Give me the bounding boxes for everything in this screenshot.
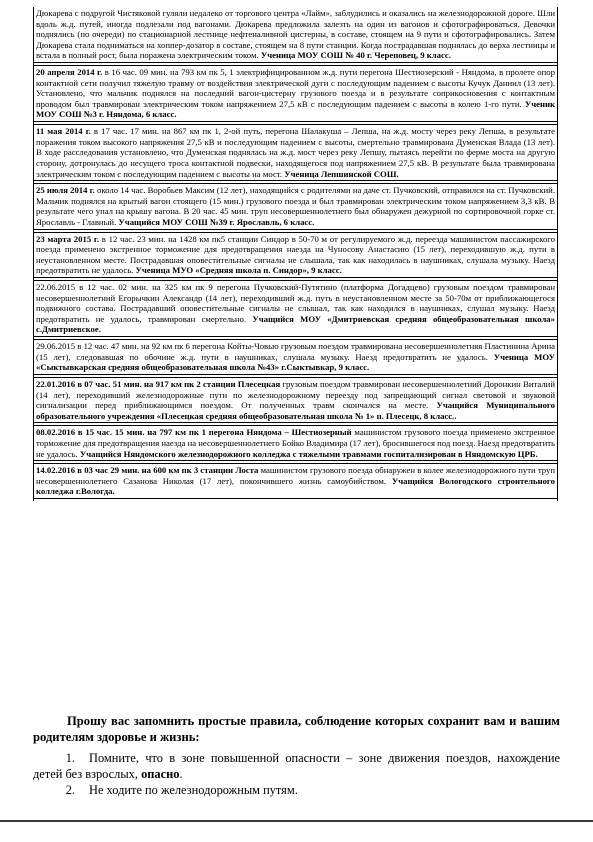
incident-row <box>34 7 557 63</box>
rule-tail: . <box>179 767 183 782</box>
incident-row <box>34 65 557 122</box>
rule-number: 1. <box>65 751 75 765</box>
safety-rule <box>33 750 560 782</box>
incident-table <box>33 7 558 501</box>
incident-description: в 12 час. 23 мин. на 1428 км пк5 станции Синдор в 50-70 м от регулируемого ж.д. переезда машинистом пассажирского поезда применено экстренное торможение для предотвращения наезда на Чуносову Анастасию (15 лет), переходившую ж.д. пути в неустановленном месте. Пострадавшая оповестительные сигналы не слышала, так как находилась в наушниках, слушала музыку. Наезд предотвратить не удалось. <box>36 233 555 276</box>
rule-text: Помните, что в зоне повышенной опасности – зоне движения поездов, нахождение детей без взрослых, <box>33 751 560 782</box>
incident-school: Учащийся МОУ «Дмитриевская средняя общеобразовательная школа» с.Дмитриевское. <box>36 313 555 335</box>
incident-row <box>34 377 557 423</box>
incident-description: в 17 час. 17 мин. на 867 км пк 1, 2-ой путь, перегона Шалакуша – Лепша, на ж.д. мосту через реку Лепша, в результате поражения током высокого напряжения 27,5 кВ и последующим падением с высоты, смертельно травмирована Думенская Влада (13 лет). В ходе расследования установлено, что Думенская поднялась на ж.д. мост через реку Лепшу, пытаясь перейти по ферме моста на другую сторону, дотронулась до несущего троса контактной подвески, находящегося под напряжением 27,5 кВ. В результате была травмирована электрическим током с последующим падением с высоты на мост. <box>36 126 555 179</box>
incident-row <box>34 339 557 375</box>
rule-emphasis: опасно <box>141 767 180 782</box>
incident-row <box>34 124 557 181</box>
incident-school: Учащийся Вологодского строительного колледжа г.Вологда. <box>36 475 555 497</box>
incident-school: Ученик МОУ СОШ №3 г. Няндома, 6 класс. <box>36 98 555 120</box>
incident-school: Ученица МУО «Средняя школа п. Синдор», 9 класс. <box>135 265 342 276</box>
incident-row <box>34 280 557 337</box>
incident-school: Учащийся Няндомского железнодорожного колледжа с тяжелыми травмами госпитализирован в Няндомскую ЦРБ. <box>79 448 538 459</box>
incident-description: около 14 час. Воробьев Максим (12 лет), находящийся с родителями на даче ст. Пучковский, отправился на ст. Пучковский. Мальчик поднялся на крытый вагон стоящего (15 мин.) грузового поезда и был травмирован электрическим током напряжением 3,3 кВ. В результате чего упал на крышу вагона. В 20 час. 45 мин. труп несовершеннолетнего был обнаружен дежурной по сортировочной горке ст. Ярославль - Главный. <box>36 185 555 227</box>
appeal-heading: Прошу вас запомнить простые правила, соблюдение которых сохранит вам и вашим родителям здоровье и жизнь: <box>33 714 560 745</box>
incident-date: 11 мая 2014 г. <box>36 126 91 137</box>
incident-description: в 16 час. 09 мин. на 793 км пк 5, 1 электрифицированном ж.д. пути перегона Шестиозерский - Няндома, в пролете опор контактной сети получил тяжелую травму от воздействия электрической дуги с последующим падением с высоты Кучук Даниил (13 лет). Установлено, что мальчик поднялся на последний вагон-цистерну грузового поезда и в результате соприкосновения с контактным проводом был травмирован электрическим током напряжением 27,5 кВ с последующим падением с высоты в колею 1-го пути. <box>36 67 555 109</box>
incident-school: Ученица Лепшинской СОШ. <box>284 168 399 179</box>
incident-row <box>34 183 557 229</box>
safety-rules-list <box>33 750 560 798</box>
incident-date: 08.02.2016 в 15 час. 15 мин. на 797 км пк 1 перегона Няндома – Шестиозерный <box>36 427 352 438</box>
incident-description: грузовым поездом травмирован несовершеннолетний Доронкин Виталий (14 лет), переходивший железнодорожные пути по железнодорожному переезду под запрещающий сигнал световой и звуковой сигнализации перед приближающимся поездом. От полученных травм скончался на месте. <box>36 378 555 411</box>
page-bottom-rule <box>0 820 593 822</box>
rule-text: Не ходите по железнодорожным путям. <box>89 783 298 798</box>
incident-row <box>34 425 557 461</box>
incident-date: 14.02.2016 в 03 час 29 мин. на 600 км пк 3 станции Лоста <box>36 465 259 476</box>
incident-school: Ученица МОУ «Сыктывкарская средняя общеобразовательная школа №43» г.Сыктывкар, 9 класс. <box>36 351 555 373</box>
incident-date: 20 апреля 2014 г. <box>36 67 103 78</box>
safety-rule <box>33 782 560 798</box>
incident-date: 23 марта 2015 г. <box>36 233 100 244</box>
incident-date: 25 июля 2014 г. <box>36 185 95 196</box>
incident-description: машинистом грузового поезда обнаружен в колее железнодорожного пути труп несовершеннолетнего Сазанова Николая (17 лет), покончившего жизнь самоубийством. <box>36 465 556 486</box>
incident-description: 22.06.2015 в 12 час. 02 мин. на 325 км пк 9 перегона Пучковский-Путятино (платформа Догадцево) грузовым поездом травмирован несовершеннолетний Егорычкин Александр (14 лет), переходивший ж.д. путь в неустановленном месте за 50-70м от приближающегося подвижного состава. Пострадавший оповестительные сигналы не слышал, так как находился в наушниках, слушал музыку. Наезд предотвратить не удалось, травмирован смертельно. <box>36 282 555 324</box>
incident-school: Учащийся МОУ СОШ №39 г. Ярославль, 6 класс. <box>118 216 315 227</box>
incident-date: 22.01.2016 в 07 час. 51 мин. на 917 км пк 2 станции Плесецкая <box>36 378 281 389</box>
rule-number: 2. <box>65 783 75 798</box>
incident-description: машинистом грузового поезда применено экстренное торможение для предотвращения наезда на несовершеннолетнего Бойко Владимира (17 лет), бросившегося под поезд. Наезд предотвратить не удалось. <box>36 427 555 459</box>
incident-row <box>34 463 557 499</box>
incident-school: Ученица МОУ СОШ № 40 г. Череповец, 9 класс. <box>260 50 451 61</box>
incident-description: 29.06.2015 в 12 час. 47 мин. на 92 км пк 6 перегона Койты-Човью грузовым поездом травмирована несовершеннолетняя Пластинина Арина (15 лет), следовавшая по обочине ж.д. пути в наушниках, слушала музыку. Наезд предотвратить не удалось. <box>36 341 555 362</box>
incident-row <box>34 232 557 278</box>
incident-school: Учащийся Муниципального образовательного учреждения «Плесецкая средняя общеобразовательная школа № 1» п. Плесецк, 8 класс.. <box>36 400 555 421</box>
incident-description: Дюкарева с подругой Чистяковой гуляли недалеко от торгового центра «Лайм», заблудились и оказались на железнодорожной дороге. Шли вдоль ж.д. путей, иногда подлезали под вагонами. Дюкарева предложила залезть на один из вагонов и сфотографироваться. Девочки поднялись (по очереди) по стационарной лестнице нефтеналивной цистерны, в составе, стоящем на 9 пути и сфотографировались. Затем Дюкарева стала подниматься на хоппер-дозатор в составе, стоящем на 8 пути станции. Когда пострадавшая поднялась до верха лестницы и встала в полный рост, была поражена электрическим током. <box>36 8 555 61</box>
